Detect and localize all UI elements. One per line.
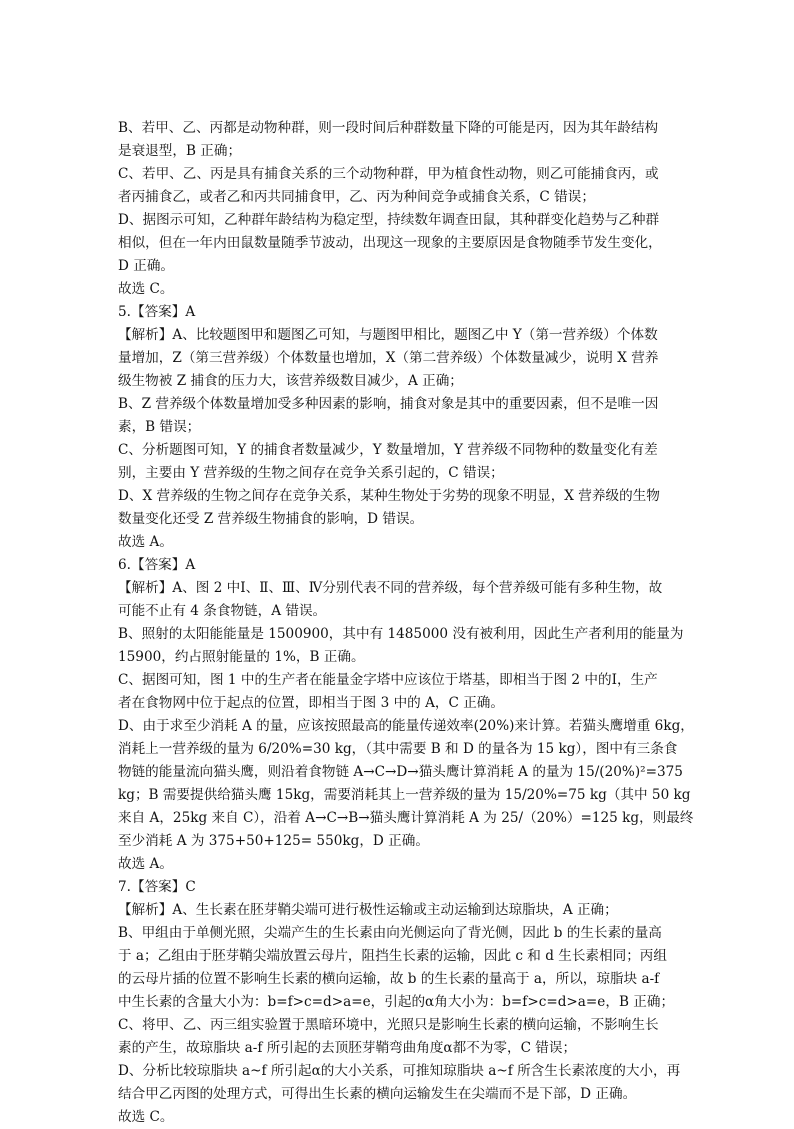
text-line: 级生物被 Z 捕食的压力大，该营养级数目减少，A 正确； — [118, 373, 463, 389]
text-line: 量增加，Z（第三营养级）个体数量也增加，X（第二营养级）个体数量减少，说明 X 营养 — [118, 350, 659, 366]
text-line: 故选 C。 — [118, 281, 174, 297]
text-line: B、若甲、乙、丙都是动物种群，则一段时间后种群数量下降的可能是丙，因为其年龄结构 — [118, 120, 659, 136]
text-line: 的云母片插的位置不影响生长素的横向运输，故 b 的生长素的量高于 a，所以，琼脂块 a-f — [118, 971, 660, 987]
answer-explanation-text — [118, 117, 694, 1129]
text-line: 故选 C。 — [118, 1109, 174, 1125]
text-line: 者在食物网中位于起点的位置，即相当于图 3 中的 A，C 正确。 — [118, 695, 504, 711]
text-line: 【解析】A、图 2 中Ⅰ、Ⅱ、Ⅲ、Ⅳ分别代表不同的营养级，每个营养级可能有多种生物，故 — [118, 580, 663, 596]
text-line: 于 a；乙组由于胚芽鞘尖端放置云母片，阻挡生长素的运输，因此 c 和 d 生长素相同；丙组 — [118, 948, 667, 964]
text-line: D、由于求至少消耗 A 的量，应该按照最高的能量传递效率(20%)来计算。若猫头鹰增重 6kg， — [118, 718, 694, 734]
text-line: 消耗上一营养级的量为 6/20%=30 kg，（其中需要 B 和 D 的量各为 15 kg），图中有三条食 — [118, 741, 678, 757]
text-line: 故选 A。 — [118, 534, 173, 550]
text-line: B、照射的太阳能能量是 1500900，其中有 1485000 没有被利用，因此生产者利用的能量为 — [118, 626, 684, 642]
text-line: kg；B 需要提供给猫头鹰 15kg，需要消耗其上一营养级的量为 15/20%=75 kg（其中 50 kg — [118, 787, 691, 803]
text-line: 别，主要由 Y 营养级的生物之间存在竞争关系引起的，C 错误； — [118, 465, 504, 481]
text-line: C、将甲、乙、丙三组实验置于黑暗环境中，光照只是影响生长素的横向运输，不影响生长 — [118, 1017, 659, 1033]
answer-heading-7: 7.【答案】C — [118, 879, 196, 895]
text-line: 来自 A，25kg 来自 C），沿着 A→C→B→猫头鹰计算消耗 A 为 25/（20%）=125 kg，则最终 — [118, 810, 694, 826]
text-line: C、若甲、乙、丙是具有捕食关系的三个动物种群，甲为植食性动物，则乙可能捕食丙，或 — [118, 166, 659, 182]
text-line: B、甲组由于单侧光照，尖端产生的生长素由向光侧运向了背光侧，因此 b 的生长素的量高 — [118, 925, 662, 941]
text-line: D、分析比较琼脂块 a~f 所引起α的大小关系，可推知琼脂块 a~f 所含生长素浓度的大小，再 — [118, 1063, 681, 1079]
text-line: 故选 A。 — [118, 856, 173, 872]
text-line: 物链的能量流向猫头鹰，则沿着食物链 A→C→D→猫头鹰计算消耗 A 的量为 15/(20%)²=375 — [118, 764, 683, 780]
text-line: 相似，但在一年内田鼠数量随季节波动，出现这一现象的主要原因是食物随季节发生变化， — [118, 235, 662, 251]
text-line: C、分析题图可知，Y 的捕食者数量减少，Y 数量增加，Y 营养级不同物种的数量变化有差 — [118, 442, 658, 458]
text-line: B、Z 营养级个体数量增加受多种因素的影响，捕食对象是其中的重要因素，但不是唯一因 — [118, 396, 659, 412]
text-line: 【解析】A、比较题图甲和题图乙可知，与题图甲相比，题图乙中 Y（第一营养级）个体数 — [118, 327, 658, 343]
text-line: 15900，约占照射能量的 1%，B 正确。 — [118, 649, 365, 665]
text-line: 结合甲乙丙图的处理方式，可得出生长素的横向运输发生在尖端而不是下部，D 正确。 — [118, 1086, 637, 1102]
text-line: 【解析】A、生长素在胚芽鞘尖端可进行极性运输或主动运输到达琼脂块，A 正确； — [118, 902, 618, 918]
text-line: 中生长素的含量大小为：b=f>c=d>a=e，引起的α角大小为：b=f>c=d>a=e，B 正确； — [118, 994, 675, 1010]
text-line: 素的产生，故琼脂块 a-f 所引起的去顶胚芽鞘弯曲角度α都不为零，C 错误； — [118, 1040, 577, 1056]
text-line: 至少消耗 A 为 375+50+125= 550kg，D 正确。 — [118, 833, 429, 849]
text-line: 者丙捕食乙，或者乙和丙共同捕食甲，乙、丙为种间竞争或捕食关系，C 错误； — [118, 189, 595, 205]
answer-heading-5: 5.【答案】A — [118, 304, 196, 320]
text-line: D 正确。 — [118, 258, 175, 274]
text-line: 素，B 错误； — [118, 419, 201, 435]
text-line: D、X 营养级的生物之间存在竞争关系，某种生物处于劣势的现象不明显，X 营养级的生物 — [118, 488, 660, 504]
answer-heading-6: 6.【答案】A — [118, 557, 196, 573]
text-line: C、据图可知，图 1 中的生产者在能量金字塔中应该位于塔基，即相当于图 2 中的Ⅰ，生产 — [118, 672, 658, 688]
text-line: 是衰退型，B 正确； — [118, 143, 242, 159]
text-line: D、据图示可知，乙种群年龄结构为稳定型，持续数年调查田鼠，其种群变化趋势与乙种群 — [118, 212, 660, 228]
text-line: 数量变化还受 Z 营养级生物捕食的影响，D 错误。 — [118, 511, 424, 527]
text-line: 可能不止有 4 条食物链，A 错误。 — [118, 603, 327, 619]
